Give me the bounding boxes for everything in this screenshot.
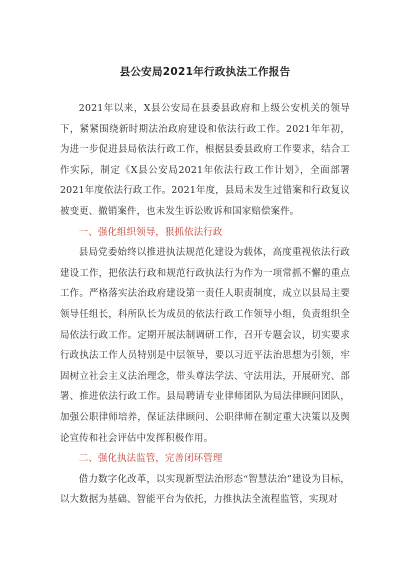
section-heading-2: 二、强化执法监管，完善闭环管理 <box>78 453 223 465</box>
document-title: 县公安局2021年行政执法工作报告 <box>119 66 291 78</box>
section-1-paragraph: 县局党委始终以推进执法规范化建设为载体，高度重视依法行政建设工作，把依法行政和规范行政执法行为作为一项常抓不懈的重点工作。严格落实法治政府建设第一责任人职责制度，成立以县局主要领导任组长，科所队长为成员的依法行政工作领导小组，负责组织全局依法行政工作。定期开展法制调研工作，召开专题会议，切实要求行政执法工作人员特别是中层领导，要以习近平法治思想为引领，牢固树立社会主义法治理念，带头尊法学法、守法用法，开展研究、部署、推进依法行政工作。县局聘请专业律师团队为局法律顾问团队，加强公职律师培养，保证法律顾问、公职律师在制定重大决策以及舆论宣传和社会评估中发挥积极作用。 <box>60 247 350 444</box>
section-2-paragraph: 借力数字化改革，以实现新型法治形态“智慧法治”建设为目标，以大数据为基础、智能平台为依托，力推执法全流程监管，实现对 <box>60 473 350 506</box>
intro-paragraph: 2021年以来，X县公安局在县委县政府和上级公安机关的领导下，紧紧围绕新时期法治政府建设和依法行政工作。2021年年初，为进一步促进县局依法行政工作，根据县委县政府工作要求，结合工作实际，制定《X县公安局2021年依法行政工作计划》，全面部署2021年度依法行政工作。2021年度，县局未发生过错案和行政复议被变更、撤销案件，也未发生诉讼败诉和国家赔偿案件。 <box>60 103 350 217</box>
section-heading-1: 一、强化组织领导，狠抓依法行政 <box>78 226 223 238</box>
